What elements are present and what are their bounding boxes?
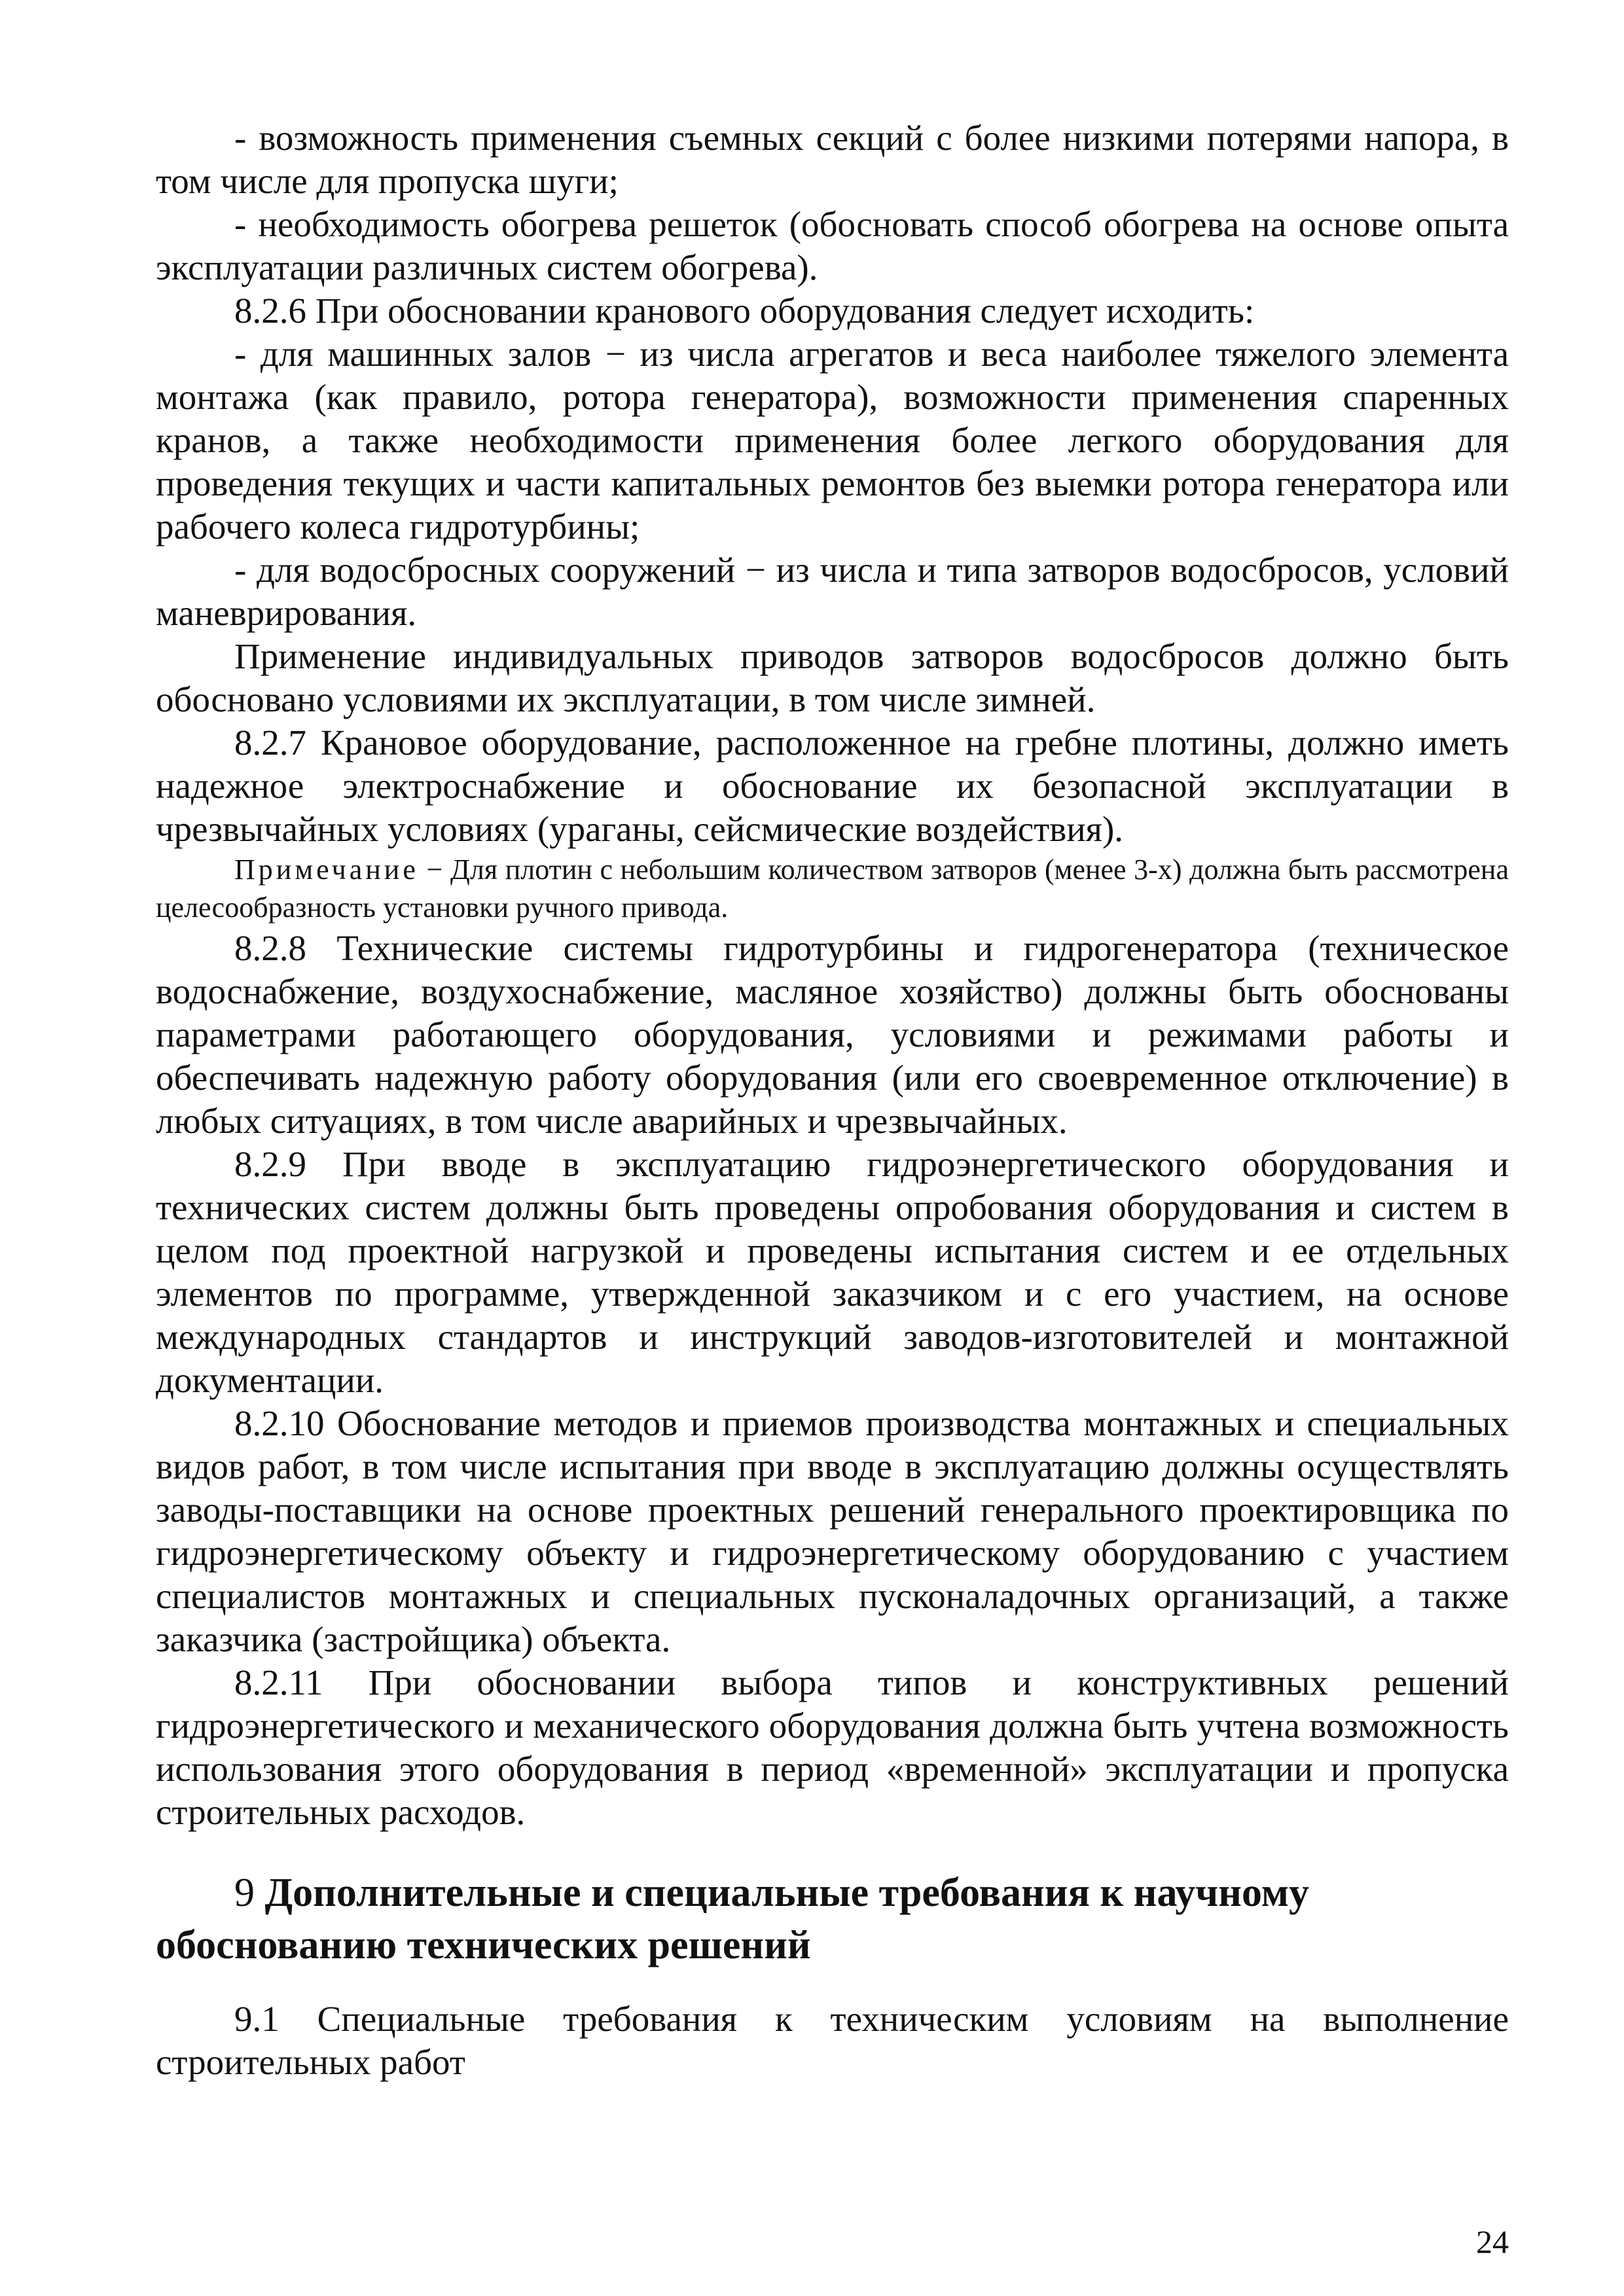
section-number: 9 bbox=[234, 1871, 255, 1915]
clause-9-1: 9.1 Специальные требования к техническим условиям на выполнение строительных работ bbox=[156, 1999, 1509, 2082]
clause-8-2-7: 8.2.7 Крановое оборудование, расположенное на гребне плотины, должно иметь надежное электроснабжение и обоснование их безопасной эксплуатации в чрезвычайных условиях (ураганы, сейсмические воздействия). bbox=[156, 723, 1509, 849]
page-body bbox=[156, 117, 1509, 2084]
note-label: Примечание bbox=[234, 853, 419, 886]
list-item-removable-sections: - возможность применения съемных секций с более низкими потерями напора, в том числе для пропуска шуги; bbox=[156, 118, 1509, 201]
page-number: 24 bbox=[1476, 2223, 1509, 2260]
list-item-spillway-structures: - для водосбросных сооружений − из числа и типа затворов водосбросов, условий маневрирования. bbox=[156, 550, 1509, 633]
section-heading-9 bbox=[156, 1867, 1509, 1971]
clause-8-2-6: 8.2.6 При обосновании кранового оборудования следует исходить: bbox=[234, 291, 1255, 331]
paragraph-individual-drives: Применение индивидуальных приводов затворов водосбросов должно быть обосновано условиями их эксплуатации, в том числе зимней. bbox=[156, 636, 1509, 719]
section-title-line2: обоснованию технических решений bbox=[156, 1923, 811, 1967]
clause-8-2-9: 8.2.9 При вводе в эксплуатацию гидроэнергетического оборудования и технических систем должны быть проведены опробования оборудования и систем в целом под проектной нагрузкой и проведены испытания систем и ее отдельных элементов по программе, утвержденной заказчиком и с его участием, на основе международных стандартов и инструкций заводов-изготовителей и монтажной документации. bbox=[156, 1144, 1509, 1400]
note-paragraph bbox=[156, 851, 1509, 927]
clause-8-2-8: 8.2.8 Технические системы гидротурбины и гидрогенератора (техническое водоснабжение, воздухоснабжение, масляное хозяйство) должны быть обоснованы параметрами работающего оборудования, условиями и режимами работы и обеспечивать надежную работу оборудования (или его своевременное отключение) в любых ситуациях, в том числе аварийных и чрезвычайных. bbox=[156, 928, 1509, 1141]
section-title-line1: Дополнительные и специальные требования к научному bbox=[264, 1871, 1310, 1915]
clause-8-2-10: 8.2.10 Обоснование методов и приемов производства монтажных и специальных видов работ, в том числе испытания при вводе в эксплуатацию должны осуществлять заводы-поставщики на основе проектных решений генерального проектировщика по гидроэнергетическому объекту и гидроэнергетическому оборудованию с участием специалистов монтажных и специальных пусконаладочных организаций, а также заказчика (застройщика) объекта. bbox=[156, 1403, 1509, 1659]
list-item-grate-heating: - необходимость обогрева решеток (обосновать способ обогрева на основе опыта эксплуатации различных систем обогрева). bbox=[156, 204, 1509, 287]
note-text: − Для плотин с небольшим количеством затворов (менее 3-х) должна быть рассмотрена целесообразность установки ручного привода. bbox=[156, 853, 1509, 924]
clause-8-2-11: 8.2.11 При обосновании выбора типов и конструктивных решений гидроэнергетического и механического оборудования должна быть учтена возможность использования этого оборудования в период «временной» эксплуатации и пропуска строительных расходов. bbox=[156, 1662, 1509, 1832]
list-item-machine-halls: - для машинных залов − из числа агрегатов и веса наиболее тяжелого элемента монтажа (как правило, ротора генератора), возможности применения спаренных кранов, а также необходимости применения более легкого оборудования для проведения текущих и части капитальных ремонтов без выемки ротора генератора или рабочего колеса гидротурбины; bbox=[156, 334, 1509, 547]
